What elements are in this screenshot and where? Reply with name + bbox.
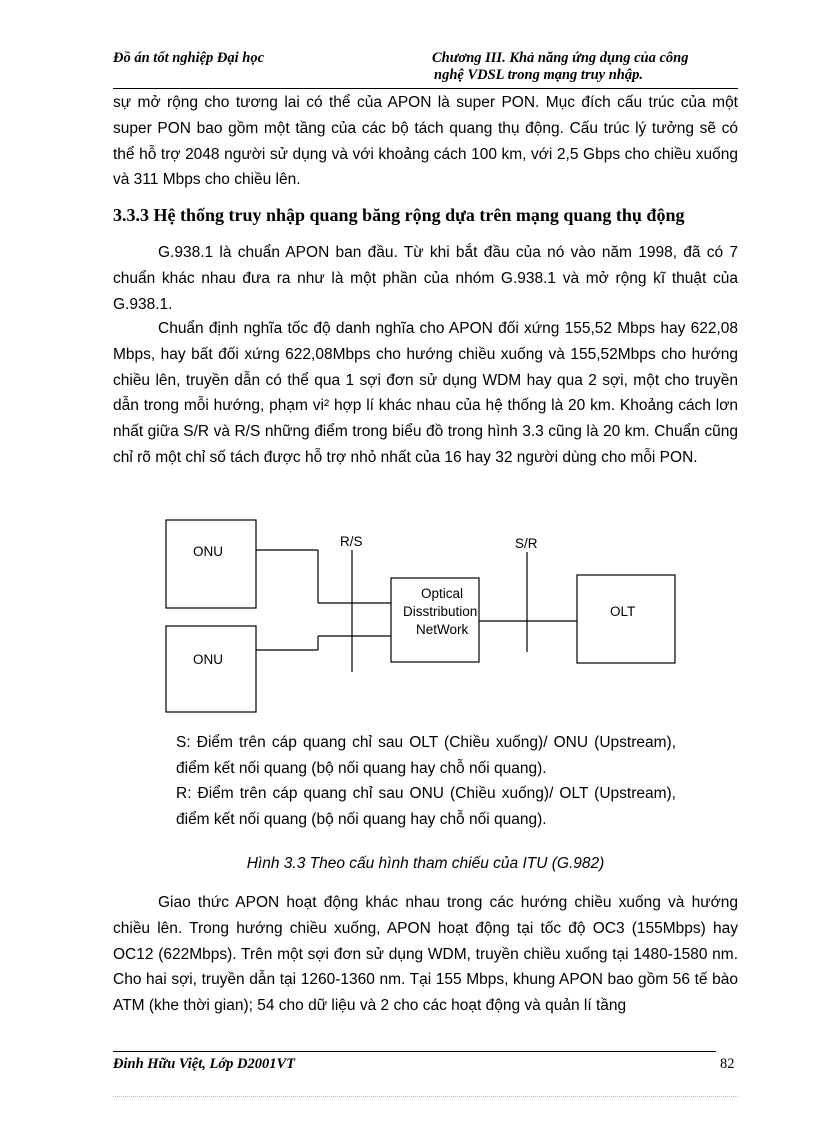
- paragraph-3: Giao thức APON hoạt động khác nhau trong các hướng chiều xuống và hướng chiều lên. Trong hướng chiều xuống, APON hoạt động tại tốc độ OC3 (155Mbps) hay OC12 (622Mbps). Trên một sợi đơn sử dụng WDM, truyền chiều xuống tại 1480-1580 nm. Cho hai sợi, truyền dẫn tại 1260-1360 nm. Tại 155 Mbps, khung APON bao gồm 56 tế bào ATM (khe thời gian); 54 cho dữ liệu và 2 cho các hoạt động và quản lí tầng: [113, 894, 738, 1015]
- olt-box: [577, 575, 675, 663]
- paragraph-1: G.938.1 là chuẩn APON ban đầu. Từ khi bắt đầu của nó vào năm 1998, đã có 7 chuẩn khác nhau đưa ra như là một phần của nhóm G.938.1 và mở rộng kĩ thuật của G.938.1.: [113, 244, 738, 313]
- page-bottom-divider: [113, 1096, 738, 1097]
- onu-top-label: ONU: [193, 544, 223, 559]
- header-right-line1: Chương III. Khả năng ứng dụng của công: [432, 50, 689, 66]
- section-heading: 3.3.3 Hệ thống truy nhập quang băng rộng dựa trên mạng quang thụ động: [113, 205, 685, 225]
- header-right-line2: nghệ VDSL trong mạng truy nhập.: [434, 67, 643, 83]
- onu-bottom-label: ONU: [193, 652, 223, 667]
- onu-bottom-box: [166, 626, 256, 712]
- note-r: R: Điểm trên cáp quang chỉ sau ONU (Chiều xuống)/ OLT (Upstream), điểm kết nối quang (bộ nối quang hay chỗ nối quang).: [176, 785, 676, 828]
- header-left: Đồ án tốt nghiệp Đại học: [113, 50, 265, 66]
- odn-label-1: Optical: [421, 586, 464, 601]
- reference-notes: [176, 730, 676, 832]
- figure-caption: Hình 3.3 Theo cấu hình tham chiếu của ITU (G.982): [246, 855, 605, 872]
- paragraph-2: Chuẩn định nghĩa tốc độ danh nghĩa cho APON đối xứng 155,52 Mbps hay 622,08 Mbps, hay bất đối xứng 622,08Mbps cho hướng chiều xuống và 155,52Mbps cho hướng chiều lên, truyền dẫn có thể qua 1 sợi đơn sử dụng WDM hay qua 2 sợi, một cho truyền dẫn trong mỗi hướng, phạm vi² hợp lí khác nhau của hệ thống là 20 km. Khoảng cách lơn nhất giữa S/R và R/S những điểm trong biểu đồ trong hình 3.3 cũng là 20 km. Chuẩn cũng chỉ rõ một chỉ số tách được hỗ trợ nhỏ nhất của 16 hay 32 người dùng cho mỗi PON.: [113, 320, 738, 466]
- onu-top-box: [166, 520, 256, 608]
- intro-paragraph: sự mở rộng cho tương lai có thể của APON là super PON. Mục đích cấu trúc của một super PON bao gồm một tầng của các bộ tách quang thụ động. Cấu trúc lý tưởng sẽ có thể hỗ trợ 2048 người sử dụng và với khoảng cách 100 km, với 2,5 Gbps cho chiều xuống và 311 Mbps cho chiều lên.: [113, 94, 738, 189]
- header-right: [432, 50, 752, 84]
- odn-label-2: Disstribution: [403, 604, 478, 619]
- odn-label-3: NetWork: [416, 622, 469, 637]
- page-number: 82: [720, 1056, 735, 1072]
- footer-author: Đinh Hữu Việt, Lớp D2001VT: [113, 1056, 296, 1072]
- odn-box: [391, 578, 479, 662]
- sr-label: S/R: [515, 536, 538, 551]
- note-s: S: Điểm trên cáp quang chỉ sau OLT (Chiều xuống)/ ONU (Upstream), điểm kết nối quang (bộ nối quang hay chỗ nối quang).: [176, 734, 676, 777]
- footer-rule: [113, 1051, 716, 1052]
- rs-label: R/S: [340, 534, 363, 549]
- olt-label: OLT: [610, 604, 636, 619]
- header-rule: [113, 88, 738, 89]
